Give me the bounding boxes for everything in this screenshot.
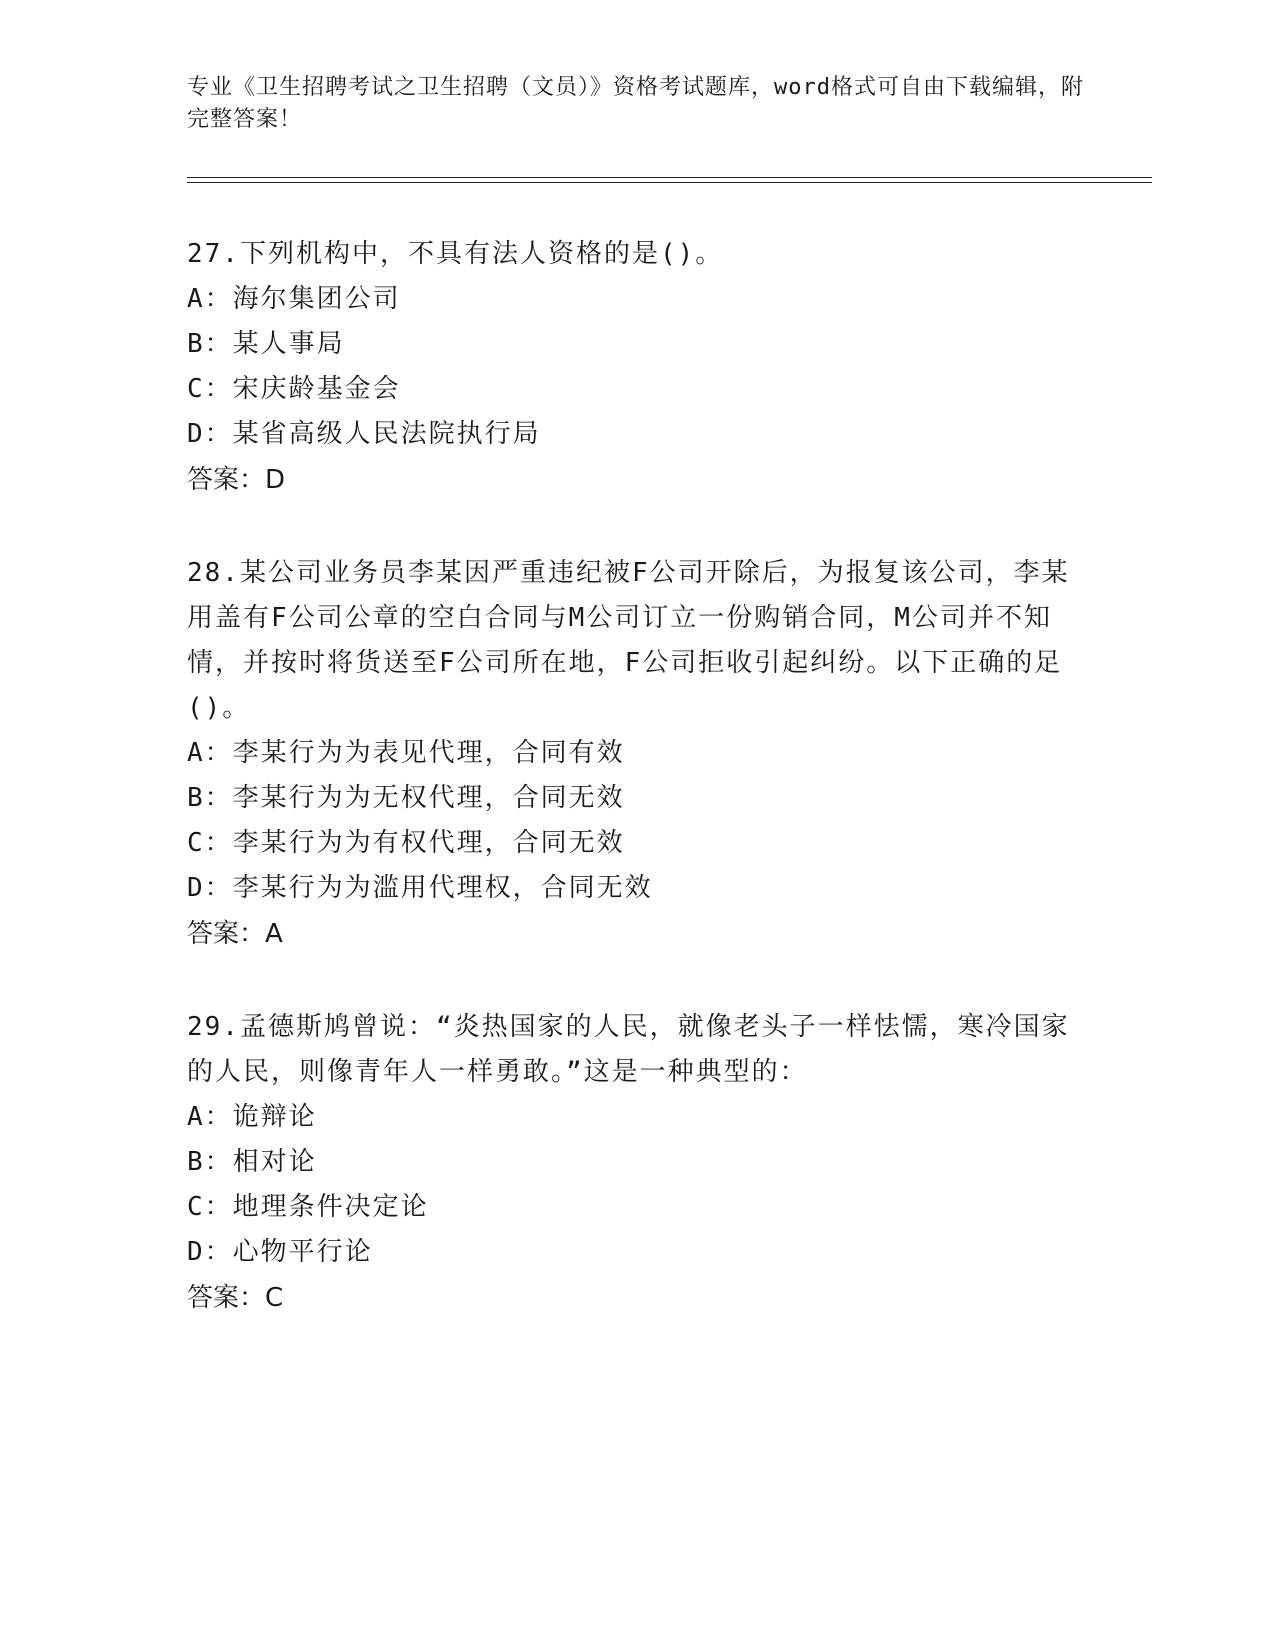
option-c: C：宋庆龄基金会: [187, 374, 401, 404]
option-b: B：李某行为为无权代理，合同无效: [187, 783, 625, 813]
option-b: B：某人事局: [187, 329, 345, 359]
option-a: A：李某行为为表见代理，合同有效: [187, 738, 625, 768]
question-27: [187, 232, 1087, 503]
header-divider-bottom: [187, 182, 1152, 183]
answer: 答案：A: [187, 919, 283, 949]
question-28: [187, 551, 1087, 957]
document-header: 专业《卫生招聘考试之卫生招聘（文员）》资格考试题库，word格式可自由下载编辑，附完整答案！: [187, 75, 1084, 132]
option-d: D：某省高级人民法院执行局: [187, 419, 541, 449]
header-divider-top: [187, 177, 1152, 178]
question-stem: 29.孟德斯鸠曾说：“炎热国家的人民，就像老头子一样怯懦，寒冷国家的人民，则像青年人一样勇敢。”这是一种典型的：: [187, 1012, 1070, 1087]
option-b: B：相对论: [187, 1147, 317, 1177]
option-a: A：诡辩论: [187, 1102, 317, 1132]
option-c: C：地理条件决定论: [187, 1192, 429, 1222]
question-stem: 27.下列机构中，不具有法人资格的是()。: [187, 239, 724, 269]
option-d: D：心物平行论: [187, 1237, 373, 1267]
option-c: C：李某行为为有权代理，合同无效: [187, 828, 625, 858]
option-d: D：李某行为为滥用代理权，合同无效: [187, 873, 653, 903]
answer: 答案：C: [187, 1283, 284, 1313]
question-29: [187, 1005, 1087, 1321]
answer: 答案：D: [187, 465, 286, 495]
option-a: A：海尔集团公司: [187, 284, 401, 314]
question-stem: 28.某公司业务员李某因严重违纪被F公司开除后，为报复该公司，李某用盖有F公司公章的空白合同与M公司订立一份购销合同，M公司并不知情，并按时将货送至F公司所在地，F公司拒收引起纠纷。以下正确的足()。: [187, 558, 1070, 723]
